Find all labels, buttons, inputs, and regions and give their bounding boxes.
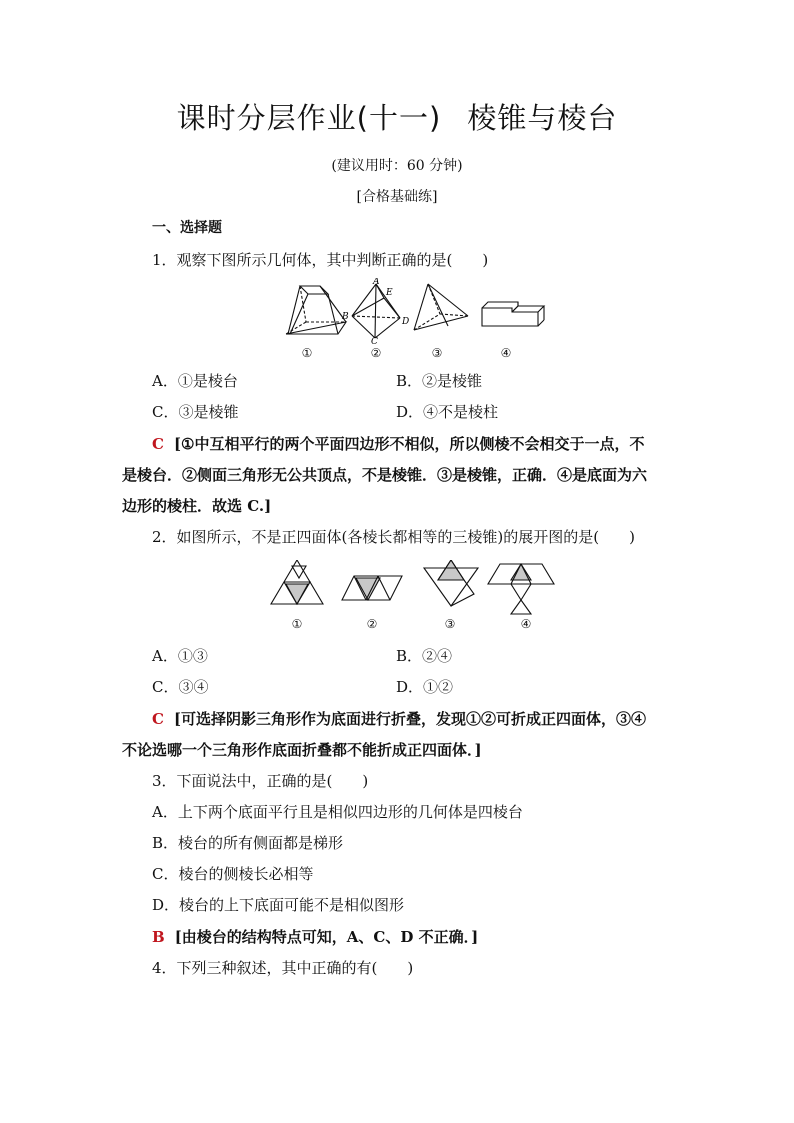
section-tag: [合格基础练] xyxy=(356,189,438,205)
q1-stem: 1．观察下图所示几何体，其中判断正确的是( ) xyxy=(152,251,489,269)
q2-explanation-line-1: C [可选择阴影三角形作为底面进行折叠，发现①②可折成正四面体，③④ xyxy=(152,710,647,728)
q2-figure-label-2: ② xyxy=(366,617,378,631)
q1-figure xyxy=(280,278,550,344)
section-heading: 一、选择题 xyxy=(152,220,222,236)
q2-option-b: B．②④ xyxy=(396,647,453,665)
q2-option-c: C．③④ xyxy=(152,678,209,696)
q4-stem: 4．下列三种叙述，其中正确的有( ) xyxy=(152,959,414,977)
q3-option-b: B．棱台的所有侧面都是梯形 xyxy=(152,834,344,852)
vertex-label-c: C xyxy=(371,337,378,344)
q2-answer: C xyxy=(152,710,164,728)
q2-figure-label-4: ④ xyxy=(520,617,532,631)
q3-option-d: D．棱台的上下底面可能不是相似图形 xyxy=(152,896,405,914)
time-note: (建议用时：60 分钟) xyxy=(331,158,463,174)
q1-explanation-line-3: 边形的棱柱．故选 C.] xyxy=(122,497,272,515)
vertex-label-b: B xyxy=(342,312,349,322)
q2-option-a: A．①③ xyxy=(152,647,208,665)
q2-option-d: D．①② xyxy=(396,678,454,696)
q1-answer: C xyxy=(152,435,164,453)
vertex-label-a: A xyxy=(373,278,380,287)
q1-figure-label-1: ① xyxy=(301,346,313,360)
q1-explanation-line-1: C [①中互相平行的两个平面四边形不相似，所以侧棱不会相交于一点，不 xyxy=(152,435,645,453)
q2-figure-label-3: ③ xyxy=(444,617,456,631)
l-prism-shape xyxy=(482,308,538,326)
vertex-label-e: E xyxy=(386,288,393,298)
vertex-label-d: D xyxy=(402,317,410,327)
q1-option-a: A．①是棱台 xyxy=(152,372,238,390)
page-title xyxy=(0,96,794,137)
q2-figure-label-1: ① xyxy=(291,617,303,631)
q1-option-c: C．③是棱锥 xyxy=(152,403,239,421)
q2-figure xyxy=(268,560,560,616)
q3-explanation: B [由棱台的结构特点可知，A、C、D 不正确．] xyxy=(152,928,479,946)
q1-figure-label-3: ③ xyxy=(431,346,443,360)
q1-option-b: B．②是棱锥 xyxy=(396,372,483,390)
q1-figure-label-2: ② xyxy=(370,346,382,360)
q3-option-c: C．棱台的侧棱长必相等 xyxy=(152,865,314,883)
title-topic: 棱锥与棱台 xyxy=(467,101,618,135)
q3-stem: 3．下面说法中，正确的是( ) xyxy=(152,772,369,790)
title-main: 课时分层作业(十一) xyxy=(176,101,442,135)
q1-explanation-line-2: 是棱台．②侧面三角形无公共顶点，不是棱锥．③是棱锥，正确．④是底面为六 xyxy=(122,466,648,484)
q2-stem: 2．如图所示，不是正四面体(各棱长都相等的三棱锥)的展开图的是( ) xyxy=(152,528,635,546)
q3-answer: B xyxy=(152,928,165,946)
frustum-shape xyxy=(300,286,328,294)
q3-option-a: A．上下两个底面平行且是相似四边形的几何体是四棱台 xyxy=(152,803,523,821)
q1-figure-label-4: ④ xyxy=(500,346,512,360)
q1-option-d: D．④不是棱柱 xyxy=(396,403,499,421)
q2-explanation-line-2: 不论选哪一个三角形作底面折叠都不能折成正四面体．] xyxy=(122,741,482,759)
